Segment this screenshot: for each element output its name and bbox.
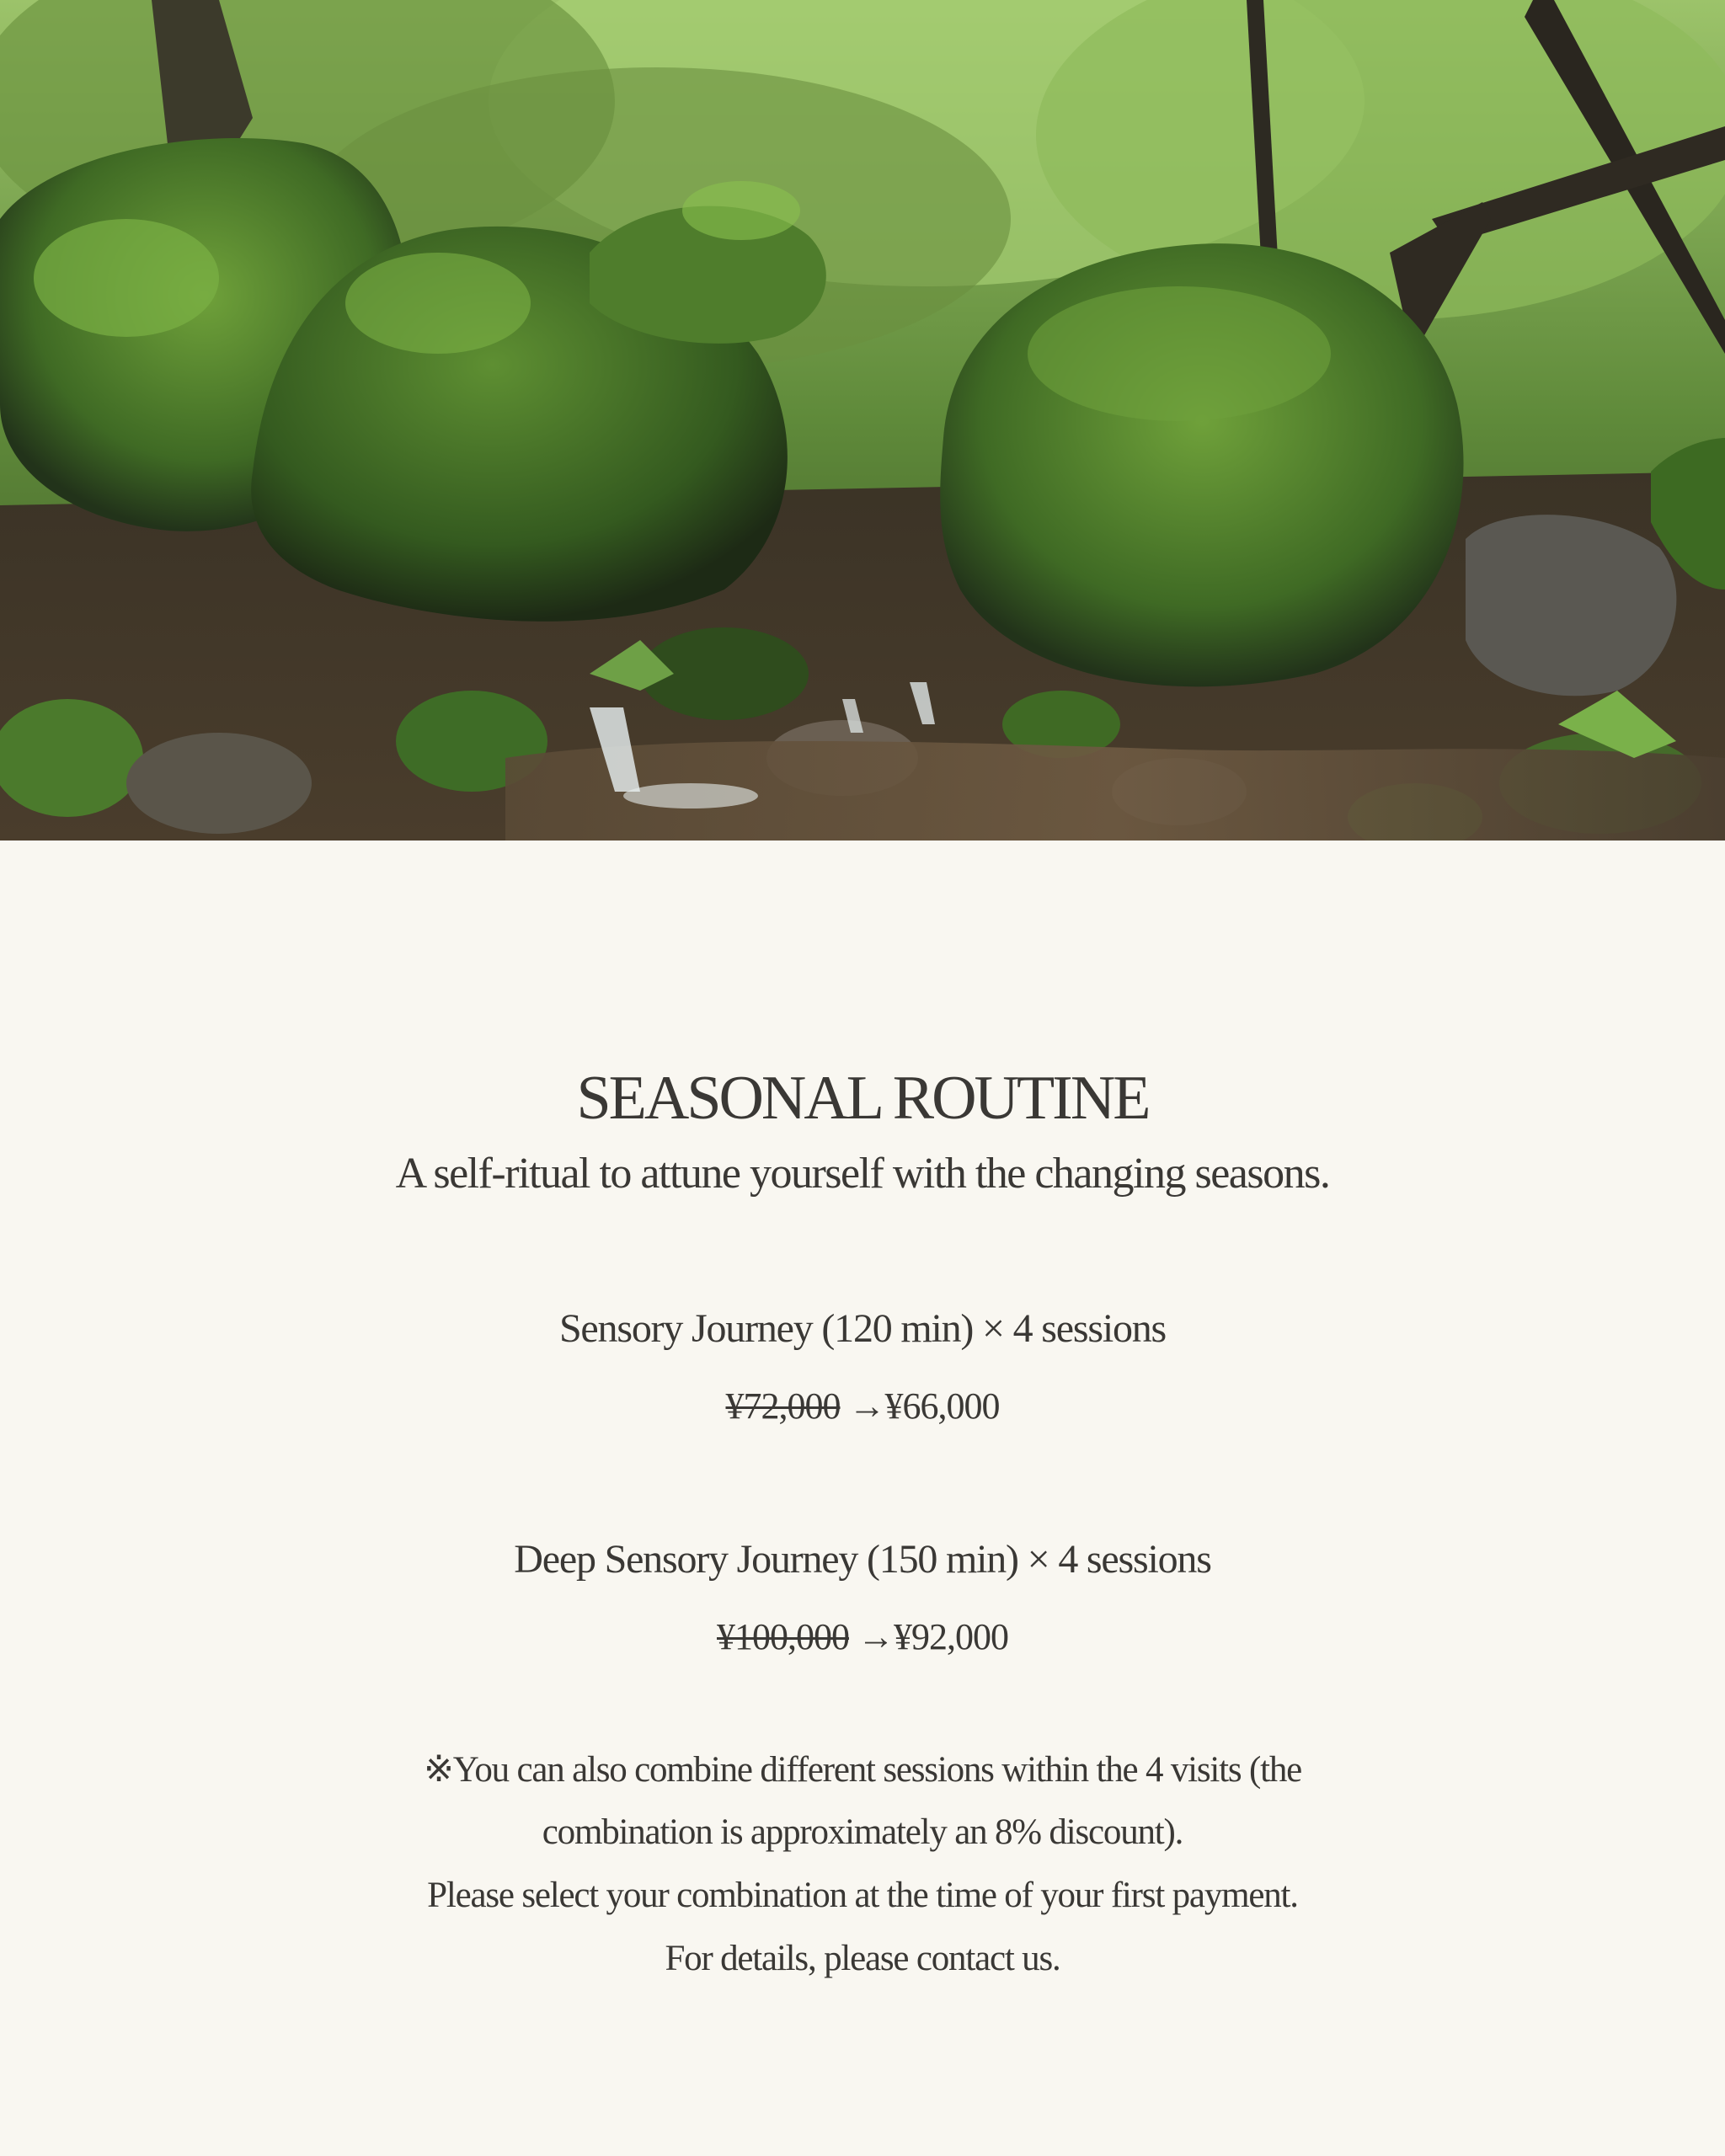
note-line: Please select your combination at the time of your first payment.: [427, 1876, 1298, 1915]
price-arrow: →: [857, 1616, 894, 1657]
section-subtitle: A self-ritual to attune yourself with the changing seasons.: [395, 1150, 1330, 1198]
section-title: SEASONAL ROUTINE: [576, 1064, 1149, 1133]
note-line: combination is approximately an 8% discount).: [542, 1812, 1183, 1852]
forest-stream-illustration: [0, 0, 1725, 841]
plan-name: Sensory Journey (120 min) × 4 sessions: [558, 1306, 1167, 1351]
new-price: ¥66,000: [884, 1385, 1000, 1427]
note-line: ※You can also combine different sessions within the 4 visits (the: [423, 1750, 1302, 1790]
plan-price: [0, 1615, 1725, 1658]
plan-name: Deep Sensory Journey (150 min) × 4 sessions: [514, 1537, 1211, 1582]
price-arrow: →: [848, 1385, 885, 1427]
new-price: ¥92,000: [894, 1616, 1008, 1657]
seasonal-routine-section: [0, 841, 1725, 2156]
note-line: For details, please contact us.: [665, 1939, 1060, 1978]
old-price: ¥72,000: [725, 1385, 841, 1427]
old-price: ¥100,000: [717, 1616, 849, 1657]
hero-image: [0, 0, 1725, 841]
plan-price: [0, 1385, 1725, 1428]
